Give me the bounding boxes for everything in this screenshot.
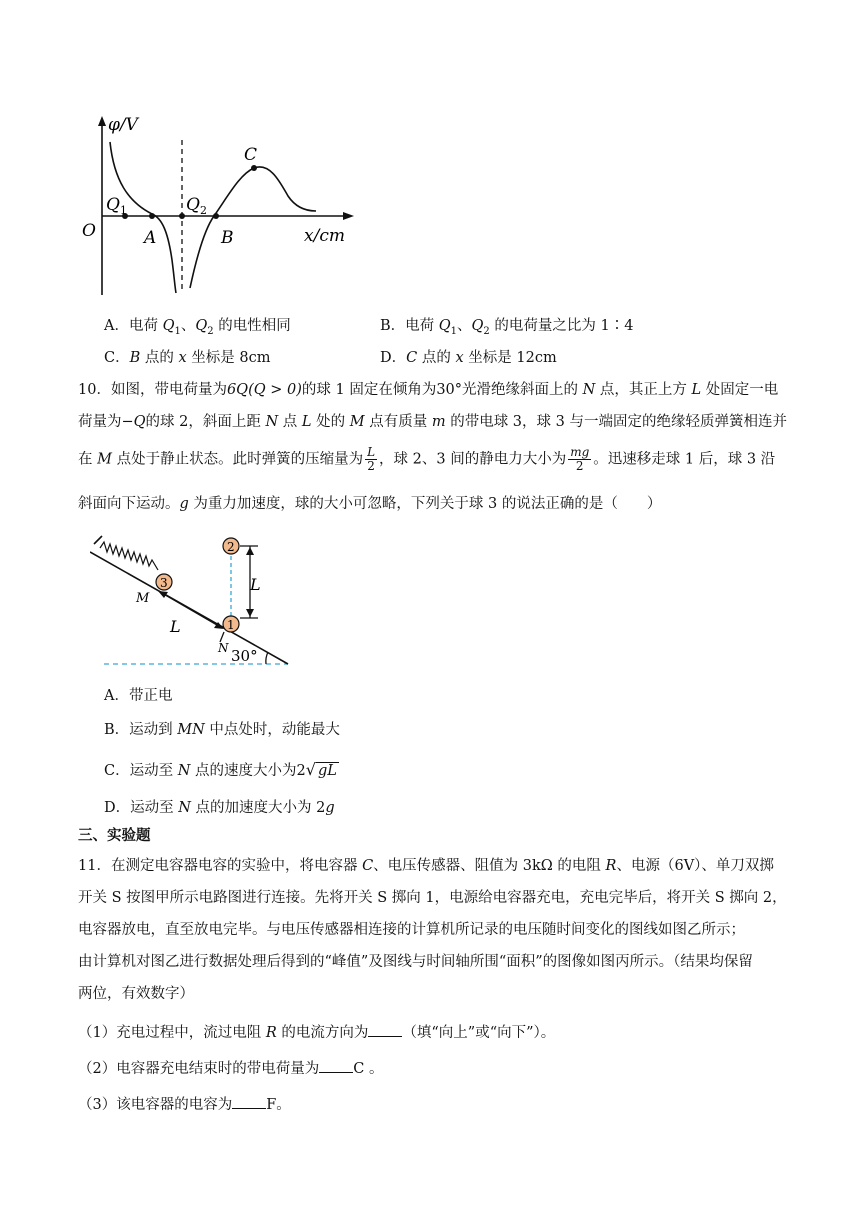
label-a: A (144, 228, 157, 248)
ball-3-label: 3 (160, 576, 168, 590)
wall-mount (94, 536, 102, 544)
point-q2 (179, 213, 185, 219)
potential-curve-right (190, 167, 316, 288)
fraction-mg-over-2: $\frac{mg}{2}$ (570, 445, 590, 473)
label-l-incline: L (170, 617, 181, 636)
ball-1-label: 1 (227, 618, 235, 632)
ball-2-label: 2 (227, 540, 235, 554)
q9-option-c: C．B 点的 x 坐标是 8cm (104, 350, 271, 366)
label-b: B (221, 228, 234, 248)
point-a (149, 213, 155, 219)
point-b (213, 213, 219, 219)
spring (100, 542, 158, 570)
q10-option-d: D．运动至 N 点的加速度大小为 2g (104, 800, 335, 816)
x-axis-arrow (343, 212, 354, 220)
dimension-l-top-arrow (246, 547, 254, 555)
q10-stem-line4: 斜面向下运动。g 为重力加速度，球的大小可忽略，下列关于球 3 的说法正确的是（ ） (78, 496, 662, 512)
q10-option-c: C．运动至 N 点的速度大小为2√ gL (104, 760, 337, 779)
q11-sub-question-1: （1）充电过程中，流过电阻 R 的电流方向为 （填“向上”或“向下”）。 (78, 1022, 555, 1043)
q10-option-a: A．带正电 (104, 688, 173, 704)
q10-stem-line2: 荷量为−Q的球 2，斜面上距 N 点 L 处的 M 点有质量 m 的带电球 3，球 3 与一端固定的绝缘轻质弹簧相连并 (78, 414, 787, 430)
q11-stem-line1: 11．在测定电容器电容的实验中，将电容器 C、电压传感器、阻值为 3kΩ 的电阻 R、电源（6V）、单刀双掷 (78, 858, 774, 874)
label-q2: $Q_2$ (186, 195, 207, 217)
dimension-l-bottom-arrow (246, 609, 254, 617)
potential-graph-figure (80, 110, 370, 305)
point-c (251, 165, 257, 171)
section-title: 三、实验题 (78, 827, 151, 844)
answer-blank-1[interactable] (368, 1022, 402, 1037)
label-q1: $Q_1$ (106, 195, 127, 217)
incline-diagram-figure (90, 530, 300, 670)
q11-stem-line3: 电容器放电，直至放电完毕。与电压传感器相连接的计算机所记录的电压随时间变化的图线如图乙所示； (78, 922, 745, 938)
q10-stem-line3: 在 M 点处于静止状态。此时弹簧的压缩量为 $\frac{L}{2}$ ，球 2、3 间的静电力大小为 $\frac{mg}{2}$ 。迅速移走球 1 后，球 3 沿 (78, 445, 776, 473)
y-axis-arrow (98, 116, 106, 126)
q11-stem-line5: 两位，有效数字） (78, 986, 194, 1002)
x-axis-label: x/cm (304, 226, 345, 246)
angle-label: 30° (231, 647, 258, 665)
q9-option-d: D．C 点的 x 坐标是 12cm (380, 350, 557, 366)
incline-surface (90, 552, 288, 664)
answer-blank-3[interactable] (232, 1094, 266, 1109)
y-axis-label: φ/V (108, 115, 138, 135)
label-c: C (244, 145, 258, 165)
q11-stem-line2: 开关 S 按图甲所示电路图进行连接。先将开关 S 掷向 1，电源给电容器充电，充电完毕后，将开关 S 掷向 2， (78, 890, 787, 906)
q10-option-b: B．运动到 MN 中点处时，动能最大 (104, 722, 340, 738)
label-n: N (218, 641, 229, 655)
q11-stem-line4: 由计算机对图乙进行数据处理后得到的“峰值”及图线与时间轴所围“面积”的图像如图丙所示。（结果均保留 (78, 954, 753, 970)
fraction-l-over-2: $\frac{L}{2}$ (367, 445, 376, 473)
label-m: M (136, 591, 150, 606)
potential-curve-left (110, 142, 176, 293)
label-l-vertical: L (250, 575, 261, 594)
q9-option-b: B．电荷 $Q_1$、$Q_2$ 的电荷量之比为 1∶4 (380, 318, 634, 337)
q10-stem-line1: 10．如图，带电荷量为6Q(Q > 0)的球 1 固定在倾角为30°光滑绝缘斜面上的 N 点，其正上方 L 处固定一电 (78, 382, 779, 398)
angle-arc (266, 652, 268, 664)
answer-blank-2[interactable] (319, 1058, 353, 1073)
q11-sub-question-3: （3）该电容器的电容为 F。 (78, 1094, 291, 1115)
origin-label: O (82, 221, 96, 241)
q9-option-a: A．电荷 $Q_1$、$Q_2$ 的电性相同 (104, 318, 291, 337)
q11-sub-question-2: （2）电容器充电结束时的带电荷量为 C 。 (78, 1058, 383, 1079)
